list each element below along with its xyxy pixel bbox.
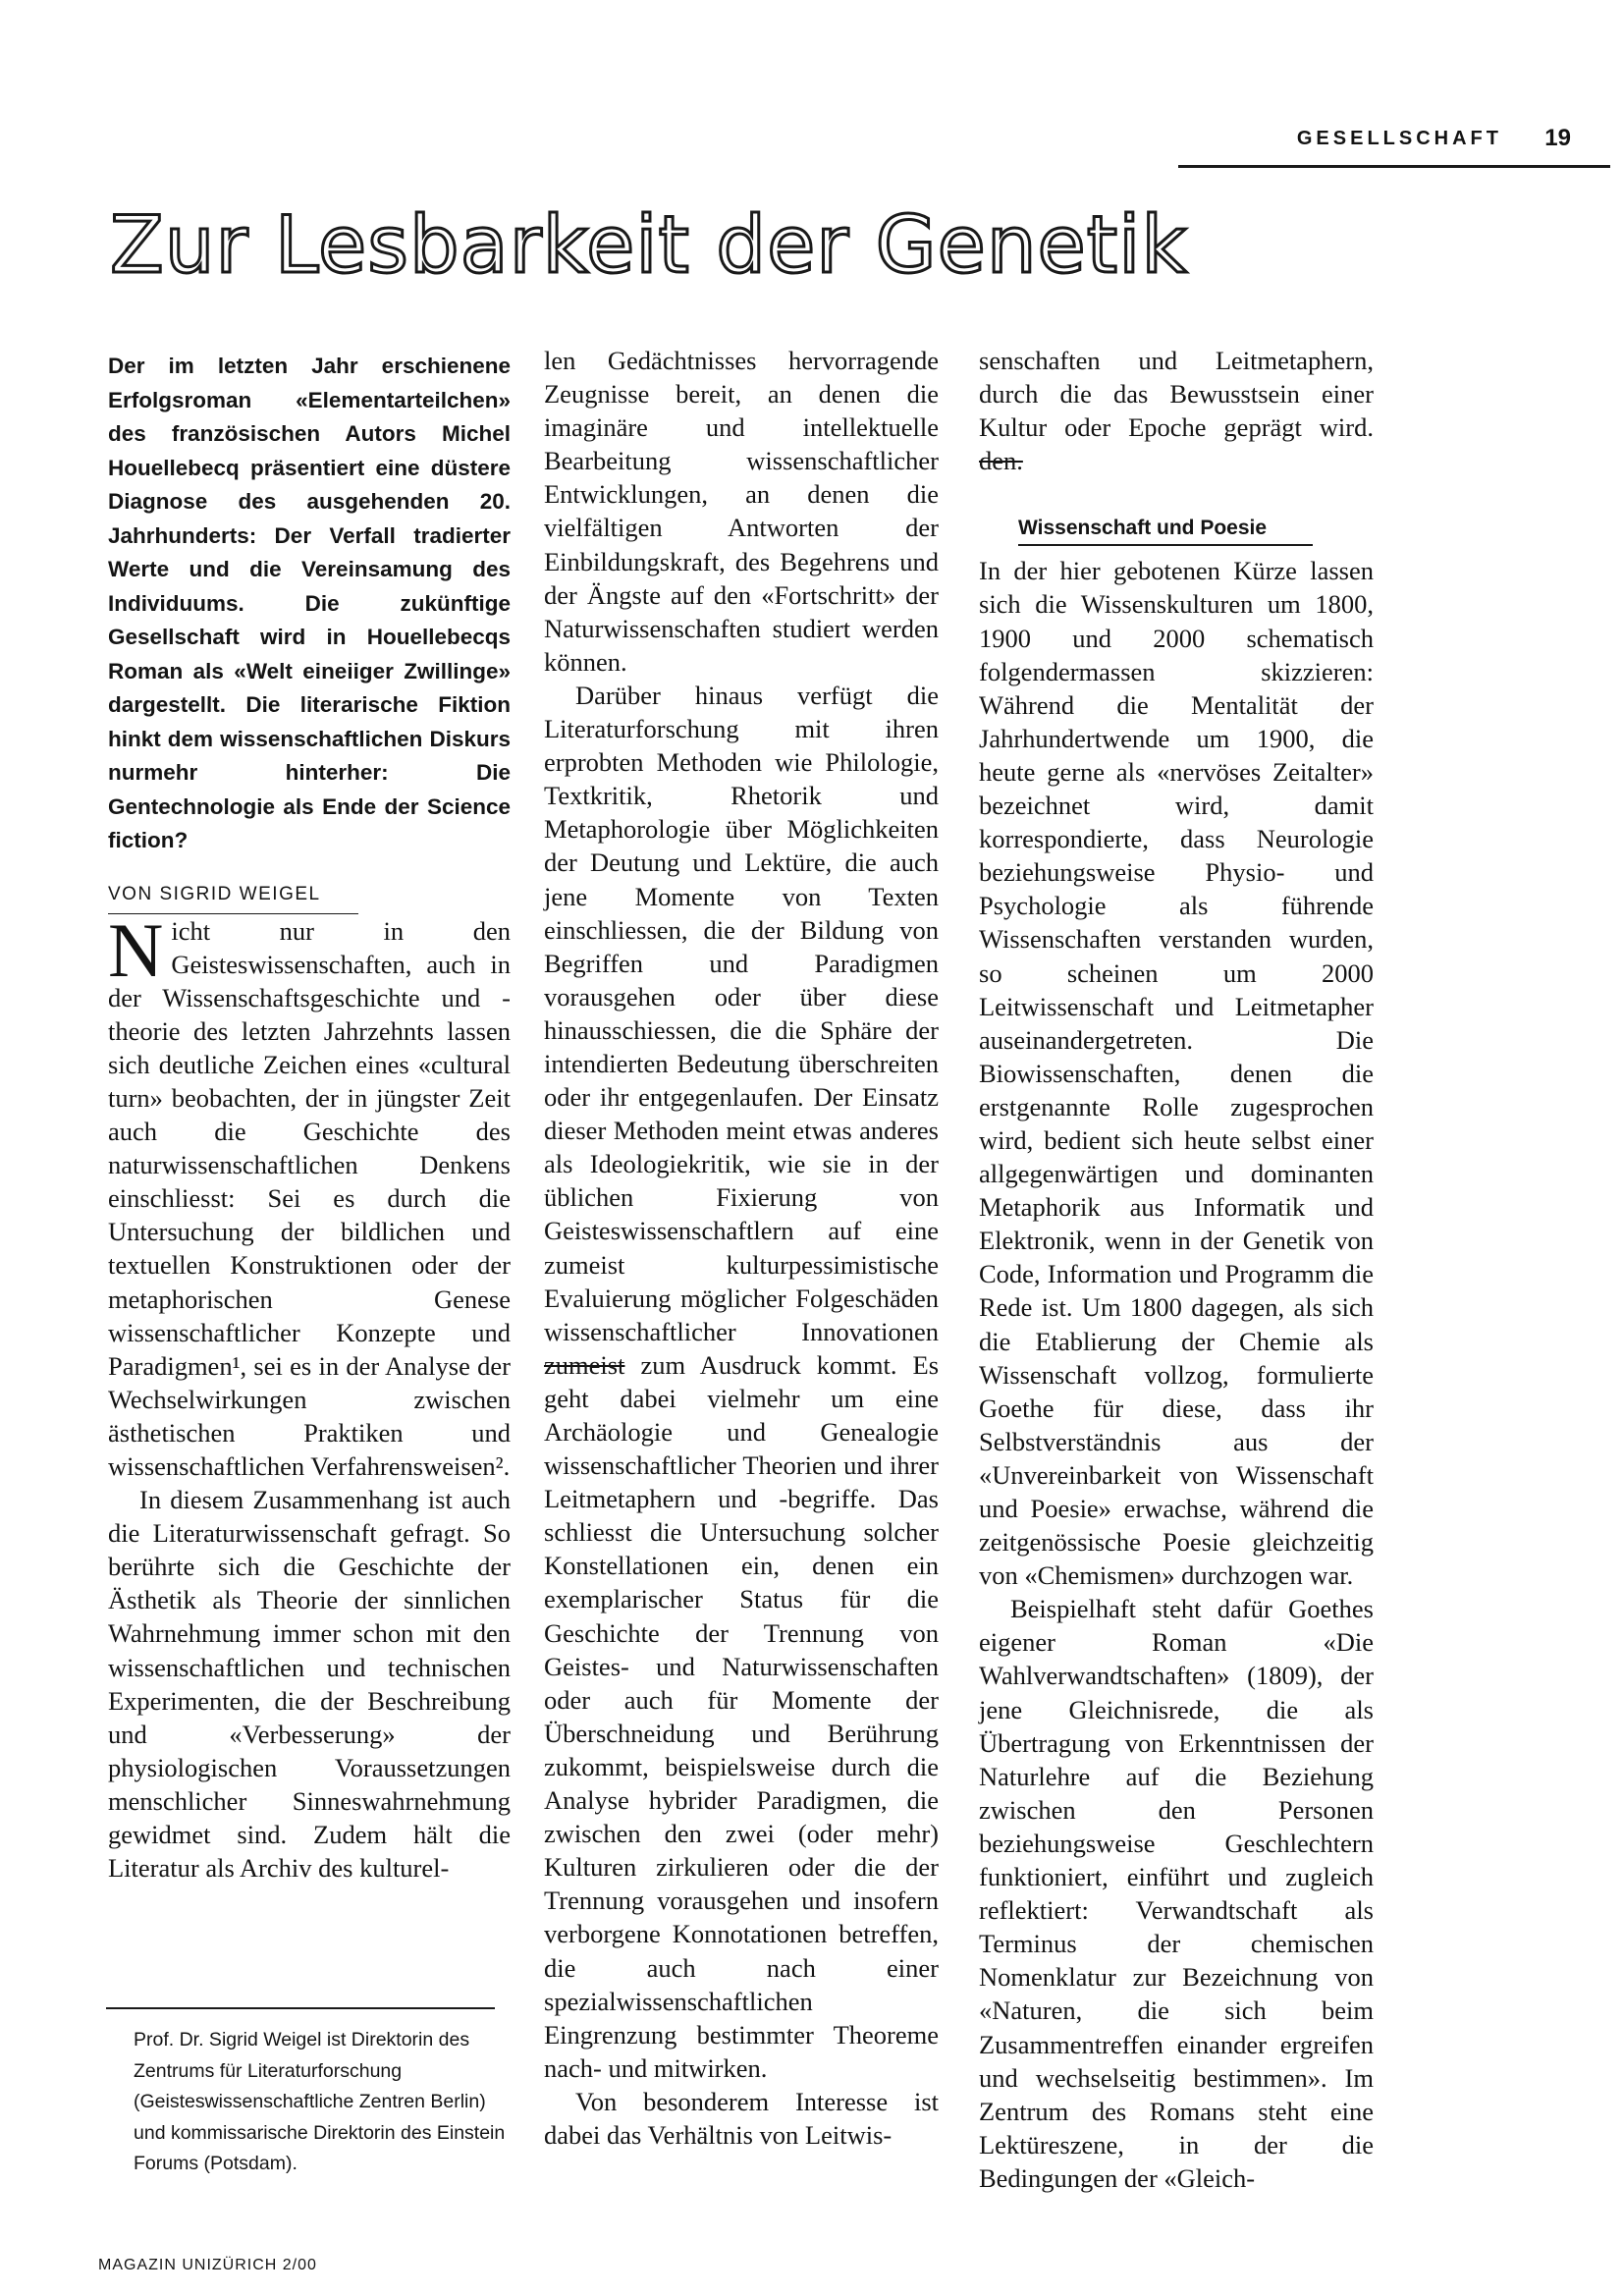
footnote-rule [106, 2007, 495, 2009]
byline: VON SIGRID WEIGEL [108, 884, 358, 914]
column-2 [544, 344, 939, 2152]
page-number: 19 [1544, 125, 1571, 151]
body-paragraph: In diesem Zusammenhang ist auch die Literaturwissenschaft gefragt. So berührte sich die Geschichte der Ästhetik als Theorie der sinnlichen Wahrnehmung immer schon mit den wissenschaftlichen und technischen Experimenten, die der Beschreibung und «Verbesserung» der physiologischen Voraussetzungen menschlicher Sinneswahrnehmung gewidmet sind. Zudem hält die Literatur als Archiv des kulturel- [108, 1485, 511, 1884]
section-label: GESELLSCHAFT [1296, 128, 1502, 149]
subheading: Wissenschaft und Poesie [1018, 517, 1313, 546]
body-paragraph: In der hier gebotenen Kürze lassen sich die Wissenskulturen um 1800, 1900 und 2000 schematisch folgendermassen skizzieren: Während die Mentalität der Jahrhundertwende um 1900, die heute gerne als «nervöses Zeitalter» bezeichnet wird, damit korrespondierte, dass Neurologie beziehungsweise Physio- und Psychologie als führende Wissenschaften verstanden wurden, so scheinen um 2000 Leitwissenschaft und Leitmetapher auseinandergetreten. Die Biowissenschaften, denen die erstgenannte Rolle zugesprochen wird, bedient sich heute selbst einer allgegenwärtigen und dominanten Metaphorik aus Informatik und Elektronik, wenn in der Genetik von Code, Information und Programm die Rede ist. Um 1800 dagegen, als sich die Etablierung der Chemie als Wissenschaft vollzog, formulierte Goethe für diese, dass ihr Selbstverständnis aus der «Unvereinbarkeit von Wissenschaft und Poesie» erwachse, während die zeitgenössische Poesie gleichzeitig von «Chemismen» durchzogen war. [979, 556, 1374, 1591]
body-paragraph: Von besonderem Interesse ist dabei das Verhältnis von Leitwis- [544, 2086, 939, 2150]
struck-word: den. [979, 446, 1023, 476]
author-footnote: Prof. Dr. Sigrid Weigel ist Direktorin des Zentrums für Literaturforschung (Geisteswissenschaftliche Zentren Berlin) und kommissarische Direktorin des Einstein Forums (Potsdam). [134, 2029, 506, 2174]
body-paragraph: len Gedächtnisses hervorragende Zeugnisse bereit, an denen die imaginäre und intellektuelle Bearbeitung wissenschaftlicher Entwicklungen, an denen die vielfältigen Antworten der Einbildungskraft, des Begehrens und der Ängste auf den «Fortschritt» der Naturwissenschaften studiert werden können. [544, 346, 939, 677]
lead-paragraph: Der im letzten Jahr erschienene Erfolgsroman «Elementarteilchen» des französischen Autors Michel Houellebecq präsentiert eine düstere Diagnose des ausgehenden 20. Jahrhunderts: Der Verfall tradierter Werte und die Vereinsamung des Individuums. Die zukünftige Gesellschaft wird in Houellebecqs Roman als «Welt eineiiger Zwillinge» dargestellt. Die literarische Fiktion hinkt dem wissenschaftlichen Diskurs nurmehr hinterher: Die Gentechnologie als Ende der Science fiction? [108, 354, 511, 852]
paragraph-text: senschaften und Leitmetaphern, durch die das Bewusstsein einer Kultur oder Epoche geprägt wird. [979, 346, 1374, 443]
body-paragraph: Beispielhaft steht dafür Goethes eigener Roman «Die Wahlverwandtschaften» (1809), der jene Gleichnisrede, die als Übertragung von Erkenntnissen der Naturlehre auf die Beziehung zwischen den Personen beziehungsweise Geschlechtern funktioniert, einführt und zugleich reflektiert: Verwandtschaft als Terminus der chemischen Nomenklatur zur Bezeichnung von «Naturen, die sich beim Zusammentreffen einander ergreifen und wechselseitig bestimmen». Im Zentrum des Romans steht eine Lektüreszene, in der die Bedingungen der «Gleich- [979, 1594, 1374, 2193]
body-paragraph [544, 679, 939, 2085]
paragraph-text: zum Ausdruck kommt. Es geht dabei vielmehr um eine Archäologie und Genealogie wissenschaftlicher Theorien und ihrer Leitmetaphern und -begriffe. Das schliesst die Untersuchung solcher Konstellationen ein, denen ein exemplarischer Status für die Geschichte der Trennung von Geistes- und Naturwissenschaften oder auch für Momente der Überschneidung und Berührung zukommt, beispielsweise durch die Analyse hybrider Paradigmen, die zwischen den zwei (oder mehr) Kulturen zirkulieren oder die der Trennung vorausgehen und insofern verborgene Konnotationen betreffen, die auch nach einer spezialwissenschaftlichen Eingrenzung bestimmter Theoreme nach- und mitwirken. [544, 1349, 940, 2083]
column-3 [979, 344, 1374, 2195]
article-title: Zur Lesbarkeit der Genetik [110, 199, 1188, 291]
drop-cap: N [108, 906, 164, 993]
running-header [1178, 126, 1610, 168]
publication-footer: MAGAZIN UNIZÜRICH 2/00 [98, 2257, 317, 2273]
column-1 [108, 350, 511, 1885]
paragraph-text: icht nur in den Geisteswissenschaften, auch in der Wissenschaftsgeschichte und -theorie des letzten Jahrzehnts lassen sich deutliche Zeichen eines «cultural turn» beobachten, der in jüngster Zeit auch die Geschichte des naturwissenschaftlichen Denkens einschliesst: Sei es durch die Untersuchung der bildlichen und textuellen Konstruktionen oder der metaphorischen Genese wissenschaftlicher Konzepte und Paradigmen¹, sei es in der Analyse der Wechselwirkungen zwischen ästhetischen Praktiken und wissenschaftlichen Verfahrensweisen². [108, 915, 511, 1481]
struck-word: zumeist [544, 1349, 625, 1380]
body-paragraph [979, 344, 1374, 477]
paragraph-text: Darüber hinaus verfügt die Literaturforschung mit ihren erprobten Methoden wie Philologie, Textkritik, Rhetorik und Metaphorologie über Möglichkeiten der Deutung und Lektüre, die auch jene Momente von Texten einschliessen, die der Bildung von Begriffen und Paradigmen vorausgehen oder über diese hinausschiessen, die die Sphäre der intendierten Bedeutung überschreiten oder ihr entgegenlaufen. Der Einsatz dieser Methoden meint etwas anderes als Ideologiekritik, wie sie in der üblichen Fixierung von Geisteswissenschaftlern auf eine zumeist kulturpessimistische Evaluierung möglicher Folgeschäden wissenschaftlicher Innovationen [544, 680, 939, 1346]
body-paragraph [108, 906, 511, 1484]
